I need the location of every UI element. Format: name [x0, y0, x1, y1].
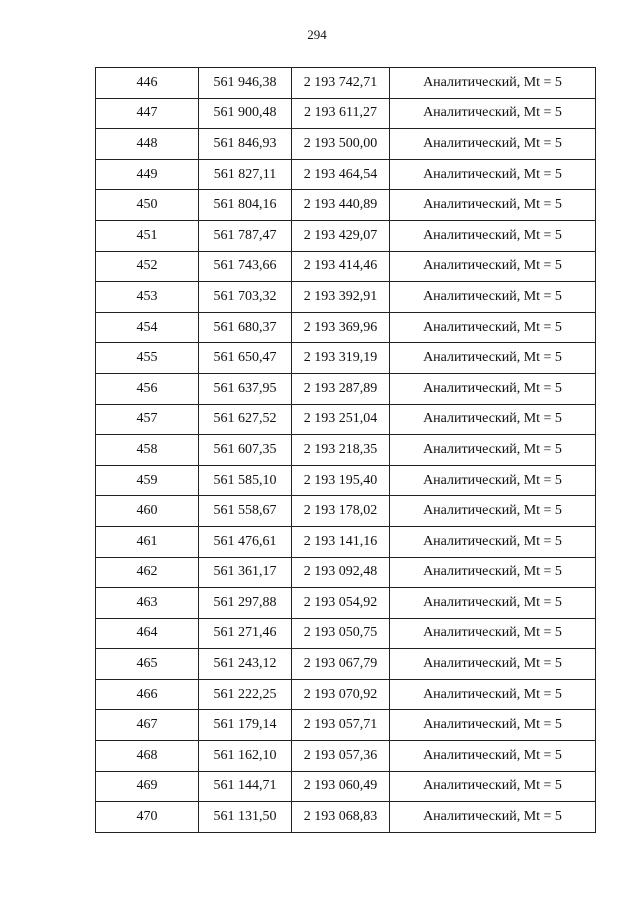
coordinates-table-body	[96, 68, 596, 833]
x-coordinate-cell: 561 558,67	[199, 496, 292, 527]
y-coordinate-cell: 2 193 319,19	[292, 343, 390, 374]
point-number-cell: 461	[96, 526, 199, 557]
x-coordinate-cell: 561 162,10	[199, 741, 292, 772]
method-cell: Аналитический, Mt = 5	[390, 771, 596, 802]
point-number-cell: 462	[96, 557, 199, 588]
x-coordinate-cell: 561 361,17	[199, 557, 292, 588]
y-coordinate-cell: 2 193 141,16	[292, 526, 390, 557]
method-cell: Аналитический, Mt = 5	[390, 343, 596, 374]
table-row	[96, 190, 596, 221]
point-number-cell: 457	[96, 404, 199, 435]
x-coordinate-cell: 561 297,88	[199, 588, 292, 619]
table-row	[96, 465, 596, 496]
x-coordinate-cell: 561 846,93	[199, 129, 292, 160]
x-coordinate-cell: 561 476,61	[199, 526, 292, 557]
table-row	[96, 404, 596, 435]
point-number-cell: 448	[96, 129, 199, 160]
method-cell: Аналитический, Mt = 5	[390, 282, 596, 313]
y-coordinate-cell: 2 193 392,91	[292, 282, 390, 313]
point-number-cell: 452	[96, 251, 199, 282]
x-coordinate-cell: 561 607,35	[199, 435, 292, 466]
table-row	[96, 710, 596, 741]
point-number-cell: 458	[96, 435, 199, 466]
point-number-cell: 465	[96, 649, 199, 680]
method-cell: Аналитический, Mt = 5	[390, 710, 596, 741]
method-cell: Аналитический, Mt = 5	[390, 220, 596, 251]
method-cell: Аналитический, Mt = 5	[390, 129, 596, 160]
table-row	[96, 98, 596, 129]
y-coordinate-cell: 2 193 429,07	[292, 220, 390, 251]
x-coordinate-cell: 561 585,10	[199, 465, 292, 496]
method-cell: Аналитический, Mt = 5	[390, 373, 596, 404]
method-cell: Аналитический, Mt = 5	[390, 312, 596, 343]
x-coordinate-cell: 561 650,47	[199, 343, 292, 374]
method-cell: Аналитический, Mt = 5	[390, 98, 596, 129]
table-row	[96, 251, 596, 282]
x-coordinate-cell: 561 243,12	[199, 649, 292, 680]
x-coordinate-cell: 561 627,52	[199, 404, 292, 435]
point-number-cell: 469	[96, 771, 199, 802]
point-number-cell: 463	[96, 588, 199, 619]
y-coordinate-cell: 2 193 060,49	[292, 771, 390, 802]
y-coordinate-cell: 2 193 369,96	[292, 312, 390, 343]
table-row	[96, 68, 596, 99]
table-row	[96, 618, 596, 649]
y-coordinate-cell: 2 193 050,75	[292, 618, 390, 649]
table-row	[96, 220, 596, 251]
point-number-cell: 460	[96, 496, 199, 527]
y-coordinate-cell: 2 193 178,02	[292, 496, 390, 527]
y-coordinate-cell: 2 193 068,83	[292, 802, 390, 833]
table-row	[96, 802, 596, 833]
table-row	[96, 526, 596, 557]
table-row	[96, 343, 596, 374]
method-cell: Аналитический, Mt = 5	[390, 618, 596, 649]
x-coordinate-cell: 561 271,46	[199, 618, 292, 649]
x-coordinate-cell: 561 222,25	[199, 679, 292, 710]
point-number-cell: 454	[96, 312, 199, 343]
point-number-cell: 450	[96, 190, 199, 221]
y-coordinate-cell: 2 193 195,40	[292, 465, 390, 496]
coordinates-table	[95, 67, 596, 833]
x-coordinate-cell: 561 179,14	[199, 710, 292, 741]
method-cell: Аналитический, Mt = 5	[390, 435, 596, 466]
point-number-cell: 470	[96, 802, 199, 833]
x-coordinate-cell: 561 680,37	[199, 312, 292, 343]
point-number-cell: 455	[96, 343, 199, 374]
method-cell: Аналитический, Mt = 5	[390, 496, 596, 527]
x-coordinate-cell: 561 131,50	[199, 802, 292, 833]
x-coordinate-cell: 561 827,11	[199, 159, 292, 190]
method-cell: Аналитический, Mt = 5	[390, 190, 596, 221]
method-cell: Аналитический, Mt = 5	[390, 649, 596, 680]
method-cell: Аналитический, Mt = 5	[390, 741, 596, 772]
table-row	[96, 282, 596, 313]
table-row	[96, 496, 596, 527]
method-cell: Аналитический, Mt = 5	[390, 802, 596, 833]
point-number-cell: 446	[96, 68, 199, 99]
point-number-cell: 453	[96, 282, 199, 313]
point-number-cell: 456	[96, 373, 199, 404]
y-coordinate-cell: 2 193 464,54	[292, 159, 390, 190]
point-number-cell: 459	[96, 465, 199, 496]
method-cell: Аналитический, Mt = 5	[390, 588, 596, 619]
y-coordinate-cell: 2 193 057,36	[292, 741, 390, 772]
table-row	[96, 649, 596, 680]
y-coordinate-cell: 2 193 440,89	[292, 190, 390, 221]
x-coordinate-cell: 561 743,66	[199, 251, 292, 282]
point-number-cell: 468	[96, 741, 199, 772]
method-cell: Аналитический, Mt = 5	[390, 404, 596, 435]
table-row	[96, 373, 596, 404]
x-coordinate-cell: 561 946,38	[199, 68, 292, 99]
method-cell: Аналитический, Mt = 5	[390, 557, 596, 588]
y-coordinate-cell: 2 193 092,48	[292, 557, 390, 588]
x-coordinate-cell: 561 787,47	[199, 220, 292, 251]
y-coordinate-cell: 2 193 500,00	[292, 129, 390, 160]
table-row	[96, 312, 596, 343]
table-row	[96, 771, 596, 802]
x-coordinate-cell: 561 637,95	[199, 373, 292, 404]
y-coordinate-cell: 2 193 218,35	[292, 435, 390, 466]
x-coordinate-cell: 561 900,48	[199, 98, 292, 129]
table-row	[96, 435, 596, 466]
table-row	[96, 557, 596, 588]
table-row	[96, 679, 596, 710]
x-coordinate-cell: 561 703,32	[199, 282, 292, 313]
table-row	[96, 588, 596, 619]
method-cell: Аналитический, Mt = 5	[390, 251, 596, 282]
point-number-cell: 464	[96, 618, 199, 649]
table-row	[96, 129, 596, 160]
method-cell: Аналитический, Mt = 5	[390, 68, 596, 99]
method-cell: Аналитический, Mt = 5	[390, 159, 596, 190]
x-coordinate-cell: 561 144,71	[199, 771, 292, 802]
y-coordinate-cell: 2 193 054,92	[292, 588, 390, 619]
y-coordinate-cell: 2 193 070,92	[292, 679, 390, 710]
y-coordinate-cell: 2 193 057,71	[292, 710, 390, 741]
page-number: 294	[307, 27, 327, 42]
point-number-cell: 467	[96, 710, 199, 741]
x-coordinate-cell: 561 804,16	[199, 190, 292, 221]
y-coordinate-cell: 2 193 742,71	[292, 68, 390, 99]
point-number-cell: 449	[96, 159, 199, 190]
point-number-cell: 466	[96, 679, 199, 710]
point-number-cell: 451	[96, 220, 199, 251]
y-coordinate-cell: 2 193 251,04	[292, 404, 390, 435]
y-coordinate-cell: 2 193 067,79	[292, 649, 390, 680]
method-cell: Аналитический, Mt = 5	[390, 679, 596, 710]
method-cell: Аналитический, Mt = 5	[390, 465, 596, 496]
point-number-cell: 447	[96, 98, 199, 129]
y-coordinate-cell: 2 193 414,46	[292, 251, 390, 282]
method-cell: Аналитический, Mt = 5	[390, 526, 596, 557]
y-coordinate-cell: 2 193 611,27	[292, 98, 390, 129]
table-row	[96, 159, 596, 190]
y-coordinate-cell: 2 193 287,89	[292, 373, 390, 404]
table-row	[96, 741, 596, 772]
